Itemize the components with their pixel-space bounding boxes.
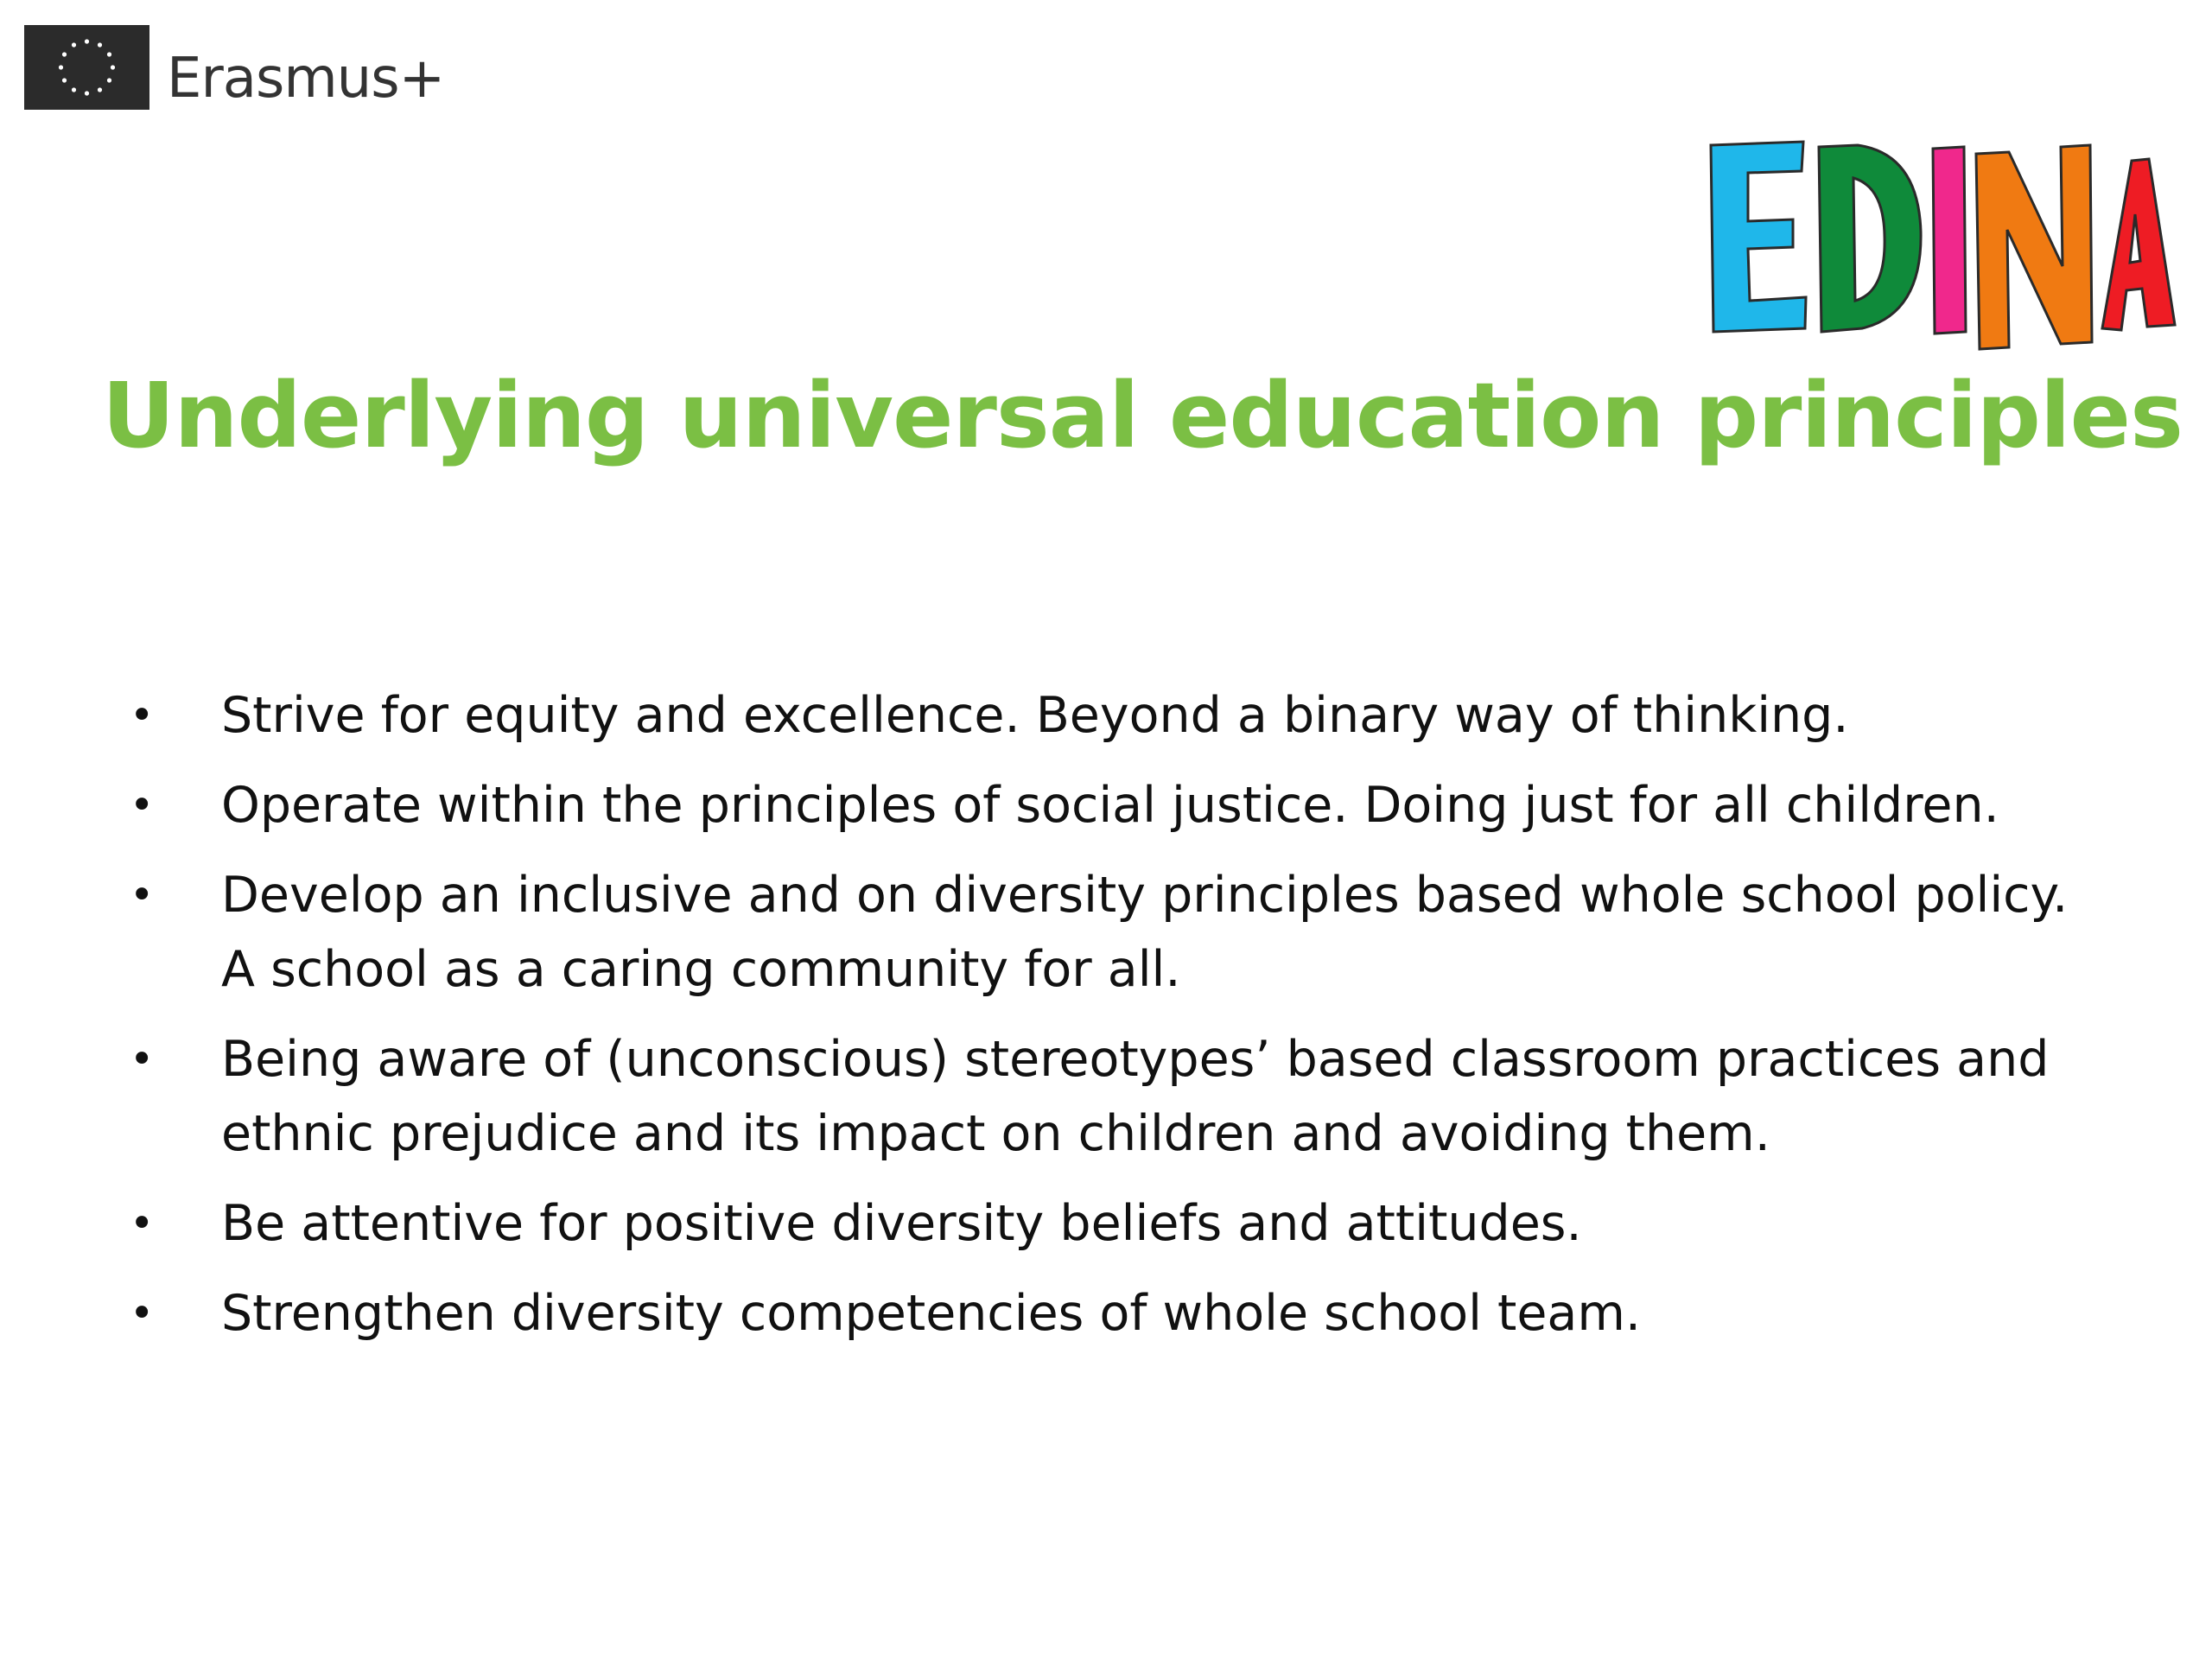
bullet-text: Strive for equity and excellence. Beyond a binary way of thinking. (221, 687, 1849, 744)
bullet-text: Operate within the principles of social justice. Doing just for all children. (221, 777, 1999, 834)
edina-letter-e (1711, 142, 1806, 332)
edina-letter-a (2102, 159, 2175, 330)
bullet-item (130, 678, 2117, 753)
bullet-icon: • (130, 691, 155, 740)
bullet-icon: • (130, 1199, 155, 1248)
bullet-item (130, 1186, 2117, 1261)
slide-title: Underlying universal education principles (102, 363, 2183, 468)
edina-letter-n (1976, 145, 2092, 349)
bullet-icon: • (130, 1035, 155, 1084)
bullet-item (130, 768, 2117, 842)
eu-flag-icon (24, 25, 149, 110)
edina-logo (1707, 137, 2177, 353)
bullet-text: Being aware of (unconscious) stereotypes’ based classroom practices and ethnic prejudice and its impact on children and avoiding them. (221, 1031, 2050, 1162)
bullet-text: Strengthen diversity competencies of whole school team. (221, 1285, 1642, 1342)
bullet-item (130, 1276, 2117, 1351)
bullet-list (130, 678, 2117, 1366)
bullet-icon: • (130, 1289, 155, 1338)
bullet-item (130, 1022, 2117, 1171)
bullet-text: Be attentive for positive diversity beliefs and attitudes. (221, 1195, 1582, 1252)
bullet-icon: • (130, 781, 155, 830)
bullet-text: Develop an inclusive and on diversity principles based whole school policy. A school as a caring community for all. (221, 867, 2069, 998)
bullet-icon: • (130, 871, 155, 919)
erasmus-plus-label: Erasmus+ (167, 47, 445, 111)
edina-letter-d (1819, 145, 1921, 332)
bullet-item (130, 858, 2117, 1007)
edina-letter-i (1933, 147, 1966, 334)
erasmus-plus-logo (24, 24, 444, 111)
